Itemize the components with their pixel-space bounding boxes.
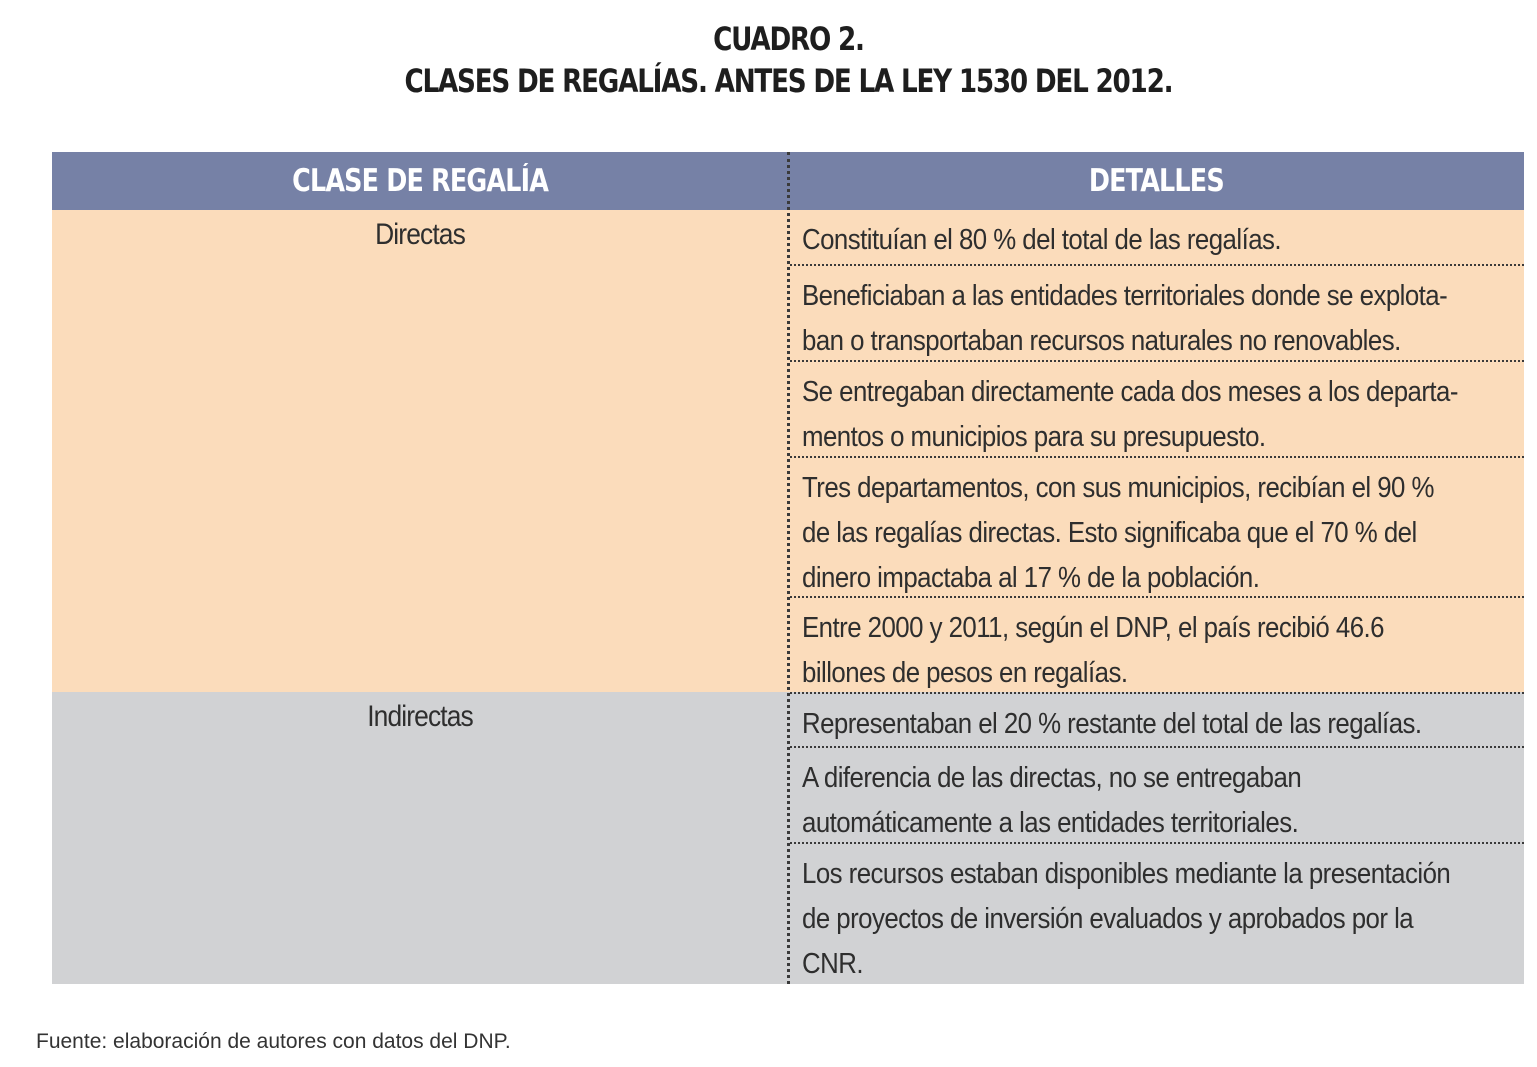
detail-cell: Representaban el 20 % restante del total de las regalías. [790,692,1524,746]
detail-cell: Se entregaban directamente cada dos meses a los departa- mentos o municipios para su presupuesto. [790,360,1524,456]
detail-cell: Tres departamentos, con sus municipios, recibían el 90 % de las regalías directas. Esto significaba que el 70 % del dinero impactaba al 17 % de la población. [790,456,1524,596]
detail-cell: Beneficiaban a las entidades territoriales donde se explota- ban o transportaban recursos naturales no renovables. [790,264,1524,360]
royalties-table [52,152,1524,984]
class-label-indirectas: Indirectas [367,700,473,733]
source-note: Fuente: elaboración de autores con datos del DNP. [36,1030,511,1053]
header-royalty-class: CLASE DE REGALÍA [291,163,549,199]
detail-cell: Entre 2000 y 2011, según el DNP, el país recibió 46.6 billones de pesos en regalías. [790,596,1524,692]
detail-cell: Constituían el 80 % del total de las regalías. [802,224,1282,256]
column-divider [787,152,790,984]
detail-cell: Los recursos estaban disponibles mediante la presentación de proyectos de inversión evaluados y aprobados por la CNR. [790,842,1524,984]
table-caption-number: CUADRO 2. [713,20,864,58]
header-details: DETALLES [1088,163,1224,199]
detail-cell: A diferencia de las directas, no se entregaban automáticamente a las entidades territoriales. [790,746,1524,842]
table-caption-title: CLASES DE REGALÍAS. ANTES DE LA LEY 1530 DEL 2012. [404,62,1173,100]
class-label-directas: Directas [375,218,465,251]
